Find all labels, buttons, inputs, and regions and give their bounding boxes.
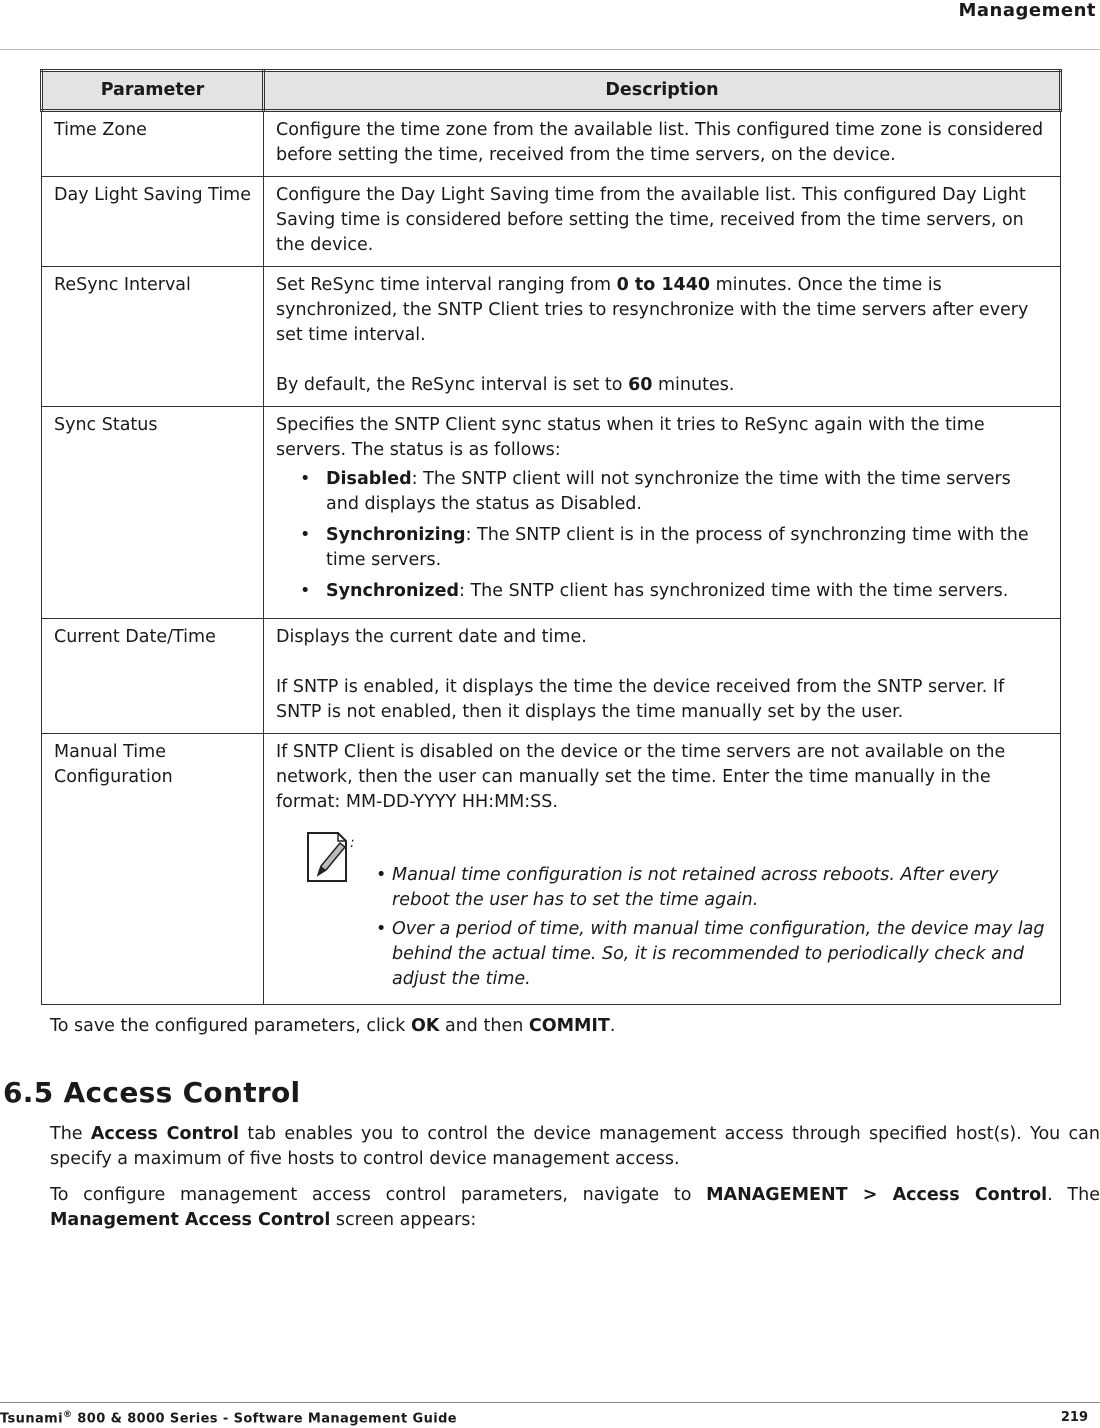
text: : The SNTP client is in the process of synchronzing time with the time servers. <box>326 525 1029 570</box>
text: . <box>609 1016 616 1036</box>
page-number: 219 <box>1060 1410 1088 1425</box>
guide-title: 800 & 8000 Series - Software Management Guide <box>72 1411 458 1427</box>
text: By default, the ReSync interval is set to <box>276 375 629 395</box>
table-row <box>42 267 1061 407</box>
table-row <box>42 619 1061 734</box>
note-list <box>366 829 1048 992</box>
text: tab enables you to control the device management access through specified host(s). You can specify a maximum of five hosts to control device management access. <box>50 1124 1100 1169</box>
text: : The SNTP client has synchronized time with the time servers. <box>459 581 1009 601</box>
param-time-zone: Time Zone <box>42 111 264 177</box>
column-header-description: Description <box>264 71 1061 111</box>
list-item <box>276 579 1048 604</box>
table-row <box>42 111 1061 177</box>
table-row <box>42 407 1061 619</box>
column-header-parameter: Parameter <box>42 71 264 111</box>
desc-resync <box>264 267 1061 407</box>
note-label: : <box>350 835 355 851</box>
access-control-navigation <box>50 1183 1100 1233</box>
footer-rule <box>0 1402 1100 1403</box>
resync-para-2 <box>276 373 1048 398</box>
text: Set ReSync time interval ranging from <box>276 275 617 295</box>
desc-manual-time <box>264 734 1061 1005</box>
list-item <box>276 523 1048 573</box>
footer-title <box>0 1410 457 1426</box>
note-text: Manual time configuration is not retained across reboots. After every reboot the user has to set the time again. <box>392 865 999 910</box>
text: minutes. <box>652 375 735 395</box>
note-text: Over a period of time, with manual time configuration, the device may lag behind the actual time. So, it is recommended to periodically check and adjust the time. <box>392 919 1045 989</box>
menu-path: MANAGEMENT > Access Control <box>706 1185 1048 1205</box>
note-block <box>276 829 1048 992</box>
ok-label: OK <box>410 1016 440 1036</box>
list-item <box>366 863 1048 913</box>
save-instruction <box>50 1014 1100 1039</box>
resync-para-1 <box>276 273 1048 348</box>
list-item <box>276 467 1048 517</box>
desc-time-zone: Configure the time zone from the available list. This configured time zone is considered before setting the time, received from the time servers, on the device. <box>264 111 1061 177</box>
text: : The SNTP client will not synchronize the time with the time servers and displays the status as Disabled. <box>326 469 1011 514</box>
list-item <box>366 917 1048 992</box>
text: To save the configured parameters, click <box>50 1016 411 1036</box>
term: Synchronizing <box>326 525 466 545</box>
current-datetime-para-2: If SNTP is enabled, it displays the time the device received from the SNTP server. If SNTP is not enabled, then it displays the time manually set by the user. <box>276 677 1005 722</box>
desc-dst: Configure the Day Light Saving time from the available list. This configured Day Light Saving time is considered before setting the time, received from the time servers, on the device. <box>264 177 1061 267</box>
text: and then <box>439 1016 529 1036</box>
param-current-datetime: Current Date/Time <box>42 619 264 734</box>
bullet: • <box>376 865 387 885</box>
param-dst: Day Light Saving Time <box>42 177 264 267</box>
registered-mark: ® <box>62 1410 73 1420</box>
commit-label: COMMIT <box>528 1016 610 1036</box>
running-header: Management <box>958 0 1096 21</box>
desc-sync-status <box>264 407 1061 619</box>
param-manual-time: Manual Time Configuration <box>42 734 264 1005</box>
text: minutes. Once the time is synchronized, the SNTP Client tries to resynchronize with the time servers after every set time interval. <box>276 275 1029 345</box>
screen-name: Management Access Control <box>50 1210 331 1230</box>
manual-time-para: If SNTP Client is disabled on the device or the time servers are not available on the network, then the user can manually set the time. Enter the time manually in the format: MM-DD-YYYY HH:MM:SS. <box>276 742 1006 812</box>
text: . The <box>1047 1185 1100 1205</box>
table-row <box>42 734 1061 1005</box>
brand: Tsunami <box>0 1411 63 1427</box>
param-resync: ReSync Interval <box>42 267 264 407</box>
bullet: • <box>300 469 311 489</box>
desc-current-datetime <box>264 619 1061 734</box>
resync-default: 60 <box>628 375 653 395</box>
sync-status-list <box>276 467 1048 604</box>
bullet: • <box>300 525 311 545</box>
text: To configure management access control parameters, navigate to <box>50 1185 707 1205</box>
section-title: 6.5 Access Control <box>3 1076 301 1109</box>
bullet: • <box>300 581 311 601</box>
table-row <box>42 177 1061 267</box>
table-header-row <box>42 71 1061 111</box>
text: The <box>50 1124 91 1144</box>
term: Synchronized <box>326 581 459 601</box>
parameter-table <box>40 69 1062 1005</box>
bullet: • <box>376 919 387 939</box>
term: Disabled <box>326 469 412 489</box>
param-sync-status: Sync Status <box>42 407 264 619</box>
access-control-intro <box>50 1122 1100 1172</box>
header-rule <box>0 49 1100 50</box>
note-pencil-icon <box>302 829 352 885</box>
text: screen appears: <box>330 1210 477 1230</box>
access-control-term: Access Control <box>90 1124 240 1144</box>
current-datetime-para-1: Displays the current date and time. <box>276 627 587 647</box>
resync-range: 0 to 1440 <box>616 275 711 295</box>
sync-status-intro: Specifies the SNTP Client sync status when it tries to ReSync again with the time servers. The status is as follows: <box>276 415 985 460</box>
